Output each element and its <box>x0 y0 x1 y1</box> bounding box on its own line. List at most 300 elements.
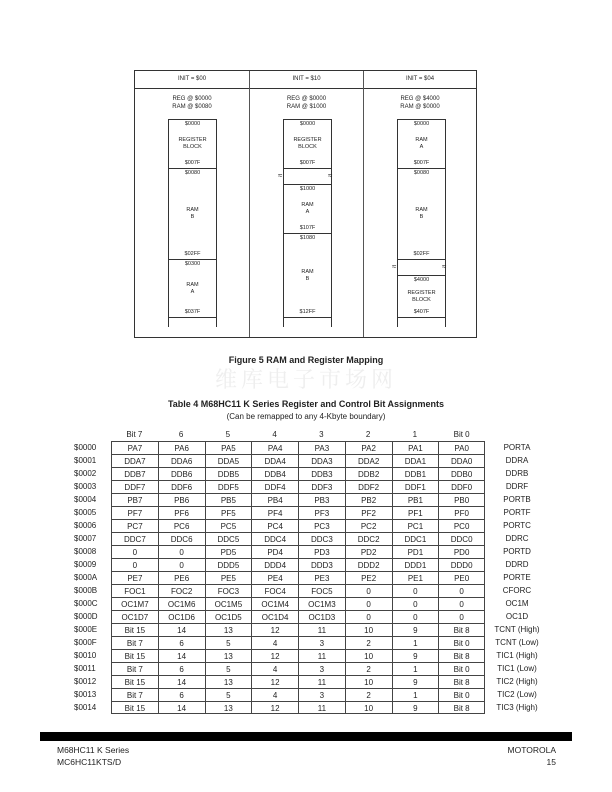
register-name: TIC1 (High) <box>496 651 538 660</box>
bit-cell: DDF5 <box>205 480 252 493</box>
bit-cell: DDA5 <box>205 454 252 467</box>
bit-cell: 0 <box>111 545 158 558</box>
segment-label-line: BLOCK <box>183 144 202 150</box>
bit-cell: DDA2 <box>345 454 392 467</box>
bit-cell: FOC3 <box>205 584 252 597</box>
segment-label-line: REGISTER <box>293 137 322 143</box>
bit-cell: OC1D6 <box>158 610 205 623</box>
bit-cell: PD0 <box>438 545 485 558</box>
bit-cell: PF2 <box>345 506 392 519</box>
bit-cell: 0 <box>438 584 485 597</box>
bit-cell: Bit 7 <box>111 688 158 701</box>
table-subtitle: (Can be remapped to any 4-Kbyte boundary) <box>226 412 386 421</box>
bit-cell: Bit 8 <box>438 675 485 688</box>
segment-label-line: RAM <box>415 137 428 143</box>
end-address: $007F <box>184 160 201 166</box>
bit-cell: PA2 <box>345 441 392 454</box>
bit-cell: 9 <box>392 675 439 688</box>
bit-cell: DDB2 <box>345 467 392 480</box>
bit-cell: 0 <box>345 584 392 597</box>
mapping-label <box>250 95 363 111</box>
register-address: $0010 <box>74 651 97 660</box>
bit-cell: Bit 0 <box>438 636 485 649</box>
bit-cell: Bit 0 <box>438 662 485 675</box>
start-address: $1080 <box>299 235 316 241</box>
bit-cell: 5 <box>205 636 252 649</box>
bit-cell: PA7 <box>111 441 158 454</box>
bit-cell: 6 <box>158 688 205 701</box>
bit-cell: Bit 15 <box>111 675 158 688</box>
bit-cell: PF1 <box>392 506 439 519</box>
map-column <box>249 71 363 337</box>
bit-cell: DDB0 <box>438 467 485 480</box>
bit-cell: 13 <box>205 649 252 662</box>
bit-header: 1 <box>412 430 418 439</box>
memory-segment <box>283 184 332 234</box>
segment-label-line: RAM <box>186 207 199 213</box>
mapping-line: RAM @ $0000 <box>400 104 440 110</box>
bit-cell: DDB7 <box>111 467 158 480</box>
bit-cell: DDC1 <box>392 532 439 545</box>
bit-cell: 12 <box>251 701 298 714</box>
watermark: 维库电子市场网 <box>214 368 397 393</box>
bit-cell: DDF6 <box>158 480 205 493</box>
bit-cell: PC7 <box>111 519 158 532</box>
bit-header: Bit 7 <box>126 430 143 439</box>
bit-cell: DDD0 <box>438 558 485 571</box>
register-address: $0013 <box>74 690 97 699</box>
memory-segment <box>168 259 217 318</box>
bit-cell: Bit 7 <box>111 662 158 675</box>
bit-cell: 0 <box>392 584 439 597</box>
segment-label <box>284 269 331 283</box>
register-name: PORTC <box>503 521 531 530</box>
bit-cell: DDC5 <box>205 532 252 545</box>
start-address: $0080 <box>413 170 430 176</box>
bit-cell: 0 <box>158 545 205 558</box>
bit-cell: DDF4 <box>251 480 298 493</box>
register-name: PORTB <box>503 495 531 504</box>
segment-label <box>169 207 216 221</box>
bit-cell: 6 <box>158 636 205 649</box>
bit-cell: DDC0 <box>438 532 485 545</box>
continuation-lines <box>397 318 446 327</box>
bit-cell: 11 <box>298 649 345 662</box>
bit-header: 3 <box>319 430 324 439</box>
bit-cell: 14 <box>158 623 205 636</box>
bit-cell: 1 <box>392 662 439 675</box>
bit-cell: DDD4 <box>251 558 298 571</box>
register-address: $0014 <box>74 703 97 712</box>
segment-label-line: BLOCK <box>298 144 317 150</box>
bit-cell: Bit 0 <box>438 688 485 701</box>
mapping-line: RAM @ $0080 <box>172 104 212 110</box>
bit-cell: Bit 15 <box>111 649 158 662</box>
bit-cell: DDB5 <box>205 467 252 480</box>
register-name: PORTD <box>503 547 531 556</box>
bit-cell: 12 <box>251 623 298 636</box>
bit-cell: 13 <box>205 623 252 636</box>
bit-cell: PC4 <box>251 519 298 532</box>
bit-cell: PF6 <box>158 506 205 519</box>
bit-cell: DDA0 <box>438 454 485 467</box>
mapping-line: REG @ $0000 <box>286 96 327 102</box>
break-icon: ≈ <box>392 262 397 271</box>
register-address: $0000 <box>74 443 97 452</box>
bit-cell: 10 <box>345 649 392 662</box>
bit-cell: DDF0 <box>438 480 485 493</box>
segment-label <box>398 137 445 151</box>
memory-segment <box>283 119 332 169</box>
register-name: DDRD <box>505 560 529 569</box>
bit-cell: 3 <box>298 688 345 701</box>
bit-cell: 1 <box>392 688 439 701</box>
bit-cell: Bit 15 <box>111 701 158 714</box>
bit-cell: PB7 <box>111 493 158 506</box>
init-header: INIT = $00 <box>135 71 249 89</box>
register-name: OC1M <box>505 599 529 608</box>
bit-cell: PE3 <box>298 571 345 584</box>
bit-cell: PB5 <box>205 493 252 506</box>
bit-cell: PC6 <box>158 519 205 532</box>
bit-cell: Bit 8 <box>438 701 485 714</box>
bit-cell: 10 <box>345 623 392 636</box>
address-gap <box>397 259 446 275</box>
bit-cell: Bit 15 <box>111 623 158 636</box>
register-name: PORTF <box>503 508 531 517</box>
bit-cell: PD5 <box>205 545 252 558</box>
bit-cell: 0 <box>392 610 439 623</box>
page-number: 15 <box>546 757 556 767</box>
register-name: TCNT (High) <box>494 625 540 634</box>
bit-cell: 11 <box>298 675 345 688</box>
mapping-line: REG @ $0000 <box>172 96 212 102</box>
bit-cell: 11 <box>298 623 345 636</box>
memory-segment <box>397 119 446 169</box>
end-address: $037F <box>184 309 201 315</box>
bit-cell: PB1 <box>392 493 439 506</box>
bit-cell: DDD2 <box>345 558 392 571</box>
mapping-label <box>364 95 476 111</box>
register-name: PORTA <box>503 443 531 452</box>
end-address: $02FF <box>184 251 201 257</box>
register-name: DDRA <box>505 456 529 465</box>
bit-cell: 0 <box>392 597 439 610</box>
bit-cell: PD2 <box>345 545 392 558</box>
footer-series: M68HC11 K Series <box>57 745 130 755</box>
footer-bar <box>40 732 572 741</box>
segment-label <box>284 137 331 151</box>
memory-segment <box>283 233 332 318</box>
bit-header: 4 <box>272 430 277 439</box>
break-icon: ≈ <box>278 171 283 180</box>
bit-cell: 5 <box>205 688 252 701</box>
bit-cell: 2 <box>345 688 392 701</box>
bit-cell: 2 <box>345 662 392 675</box>
segment-label <box>398 290 445 304</box>
bit-cell: 4 <box>251 688 298 701</box>
bit-cell: DDB3 <box>298 467 345 480</box>
start-address: $0000 <box>299 121 316 127</box>
segment-label-line: BLOCK <box>412 297 431 303</box>
register-address: $0011 <box>74 664 96 673</box>
bit-cell: PC5 <box>205 519 252 532</box>
break-icon: ≈ <box>328 171 333 180</box>
start-address: $0300 <box>184 261 201 267</box>
bit-cell: 2 <box>345 636 392 649</box>
register-name: DDRF <box>505 482 529 491</box>
memory-segment <box>168 119 217 169</box>
memory-segment <box>168 168 217 260</box>
init-header: INIT = $10 <box>250 71 363 89</box>
bit-cell: PC0 <box>438 519 485 532</box>
bit-cell: OC1M4 <box>251 597 298 610</box>
bit-cell: FOC5 <box>298 584 345 597</box>
bit-cell: PE7 <box>111 571 158 584</box>
bit-cell: DDF3 <box>298 480 345 493</box>
bit-cell: 9 <box>392 701 439 714</box>
bit-cell: DDF1 <box>392 480 439 493</box>
mapping-line: REG @ $4000 <box>400 96 440 102</box>
bit-cell: DDC3 <box>298 532 345 545</box>
start-address: $1000 <box>299 186 316 192</box>
register-name: TCNT (Low) <box>495 638 539 647</box>
segment-label <box>169 137 216 151</box>
segment-label <box>398 207 445 221</box>
bit-cell: 13 <box>205 701 252 714</box>
bit-cell: 12 <box>251 675 298 688</box>
register-address: $0001 <box>74 456 97 465</box>
segment-label <box>284 202 331 216</box>
bit-cell: DDA6 <box>158 454 205 467</box>
bit-cell: DDD3 <box>298 558 345 571</box>
bit-cell: 3 <box>298 662 345 675</box>
register-address: $0006 <box>74 521 97 530</box>
bit-cell: 12 <box>251 649 298 662</box>
bit-cell: 5 <box>205 662 252 675</box>
end-address: $007F <box>299 160 316 166</box>
bit-cell: 13 <box>205 675 252 688</box>
bit-cell: PF7 <box>111 506 158 519</box>
register-name: PORTE <box>503 573 531 582</box>
bit-cell: 11 <box>298 701 345 714</box>
register-address: $000D <box>74 612 98 621</box>
segment-label-line: B <box>305 276 310 282</box>
segment-label-line: B <box>190 214 195 220</box>
bit-cell: PD1 <box>392 545 439 558</box>
bit-cell: 10 <box>345 701 392 714</box>
register-name: OC1D <box>505 612 529 621</box>
register-address: $000E <box>74 625 98 634</box>
bit-cell: OC1M6 <box>158 597 205 610</box>
bit-cell: PA4 <box>251 441 298 454</box>
end-address: $007F <box>413 160 430 166</box>
bit-cell: PC3 <box>298 519 345 532</box>
bit-cell: DDC7 <box>111 532 158 545</box>
bit-cell: 10 <box>345 675 392 688</box>
register-name: TIC3 (High) <box>496 703 538 712</box>
start-address: $0080 <box>184 170 201 176</box>
register-name: DDRC <box>505 534 529 543</box>
bit-cell: PF0 <box>438 506 485 519</box>
bit-header: 5 <box>225 430 231 439</box>
bit-header: 6 <box>178 430 184 439</box>
bit-cell: 4 <box>251 662 298 675</box>
start-address: $4000 <box>413 277 430 283</box>
bit-cell: DDB6 <box>158 467 205 480</box>
bit-cell: 9 <box>392 623 439 636</box>
bit-cell: PF5 <box>205 506 252 519</box>
bit-cell: 0 <box>345 597 392 610</box>
bit-cell: PD4 <box>251 545 298 558</box>
bit-cell: OC1M5 <box>205 597 252 610</box>
bit-cell: PA5 <box>205 441 252 454</box>
register-address: $000A <box>74 573 98 582</box>
figure-caption: Figure 5 RAM and Register Mapping <box>228 355 384 365</box>
segment-label-line: A <box>419 144 424 150</box>
bit-header: 2 <box>365 430 371 439</box>
bit-cell: Bit 8 <box>438 623 485 636</box>
register-name: CFORC <box>502 586 532 595</box>
bit-cell: PC2 <box>345 519 392 532</box>
register-name: TIC2 (High) <box>496 677 538 686</box>
bit-cell: PE1 <box>392 571 439 584</box>
bit-cell: 0 <box>438 597 485 610</box>
bit-cell: PB2 <box>345 493 392 506</box>
bit-cell: 0 <box>158 558 205 571</box>
bit-cell: PA0 <box>438 441 485 454</box>
memory-segment <box>397 275 446 318</box>
break-icon: ≈ <box>442 262 447 271</box>
bit-cell: 0 <box>438 610 485 623</box>
segment-label-line: REGISTER <box>407 290 436 296</box>
register-address: $000B <box>74 586 98 595</box>
table-title: Table 4 M68HC11 K Series Register and Control Bit Assignments <box>167 399 445 409</box>
bit-cell: PA6 <box>158 441 205 454</box>
bit-cell: PF4 <box>251 506 298 519</box>
bit-cell: OC1M7 <box>111 597 158 610</box>
end-address: $02FF <box>413 251 430 257</box>
register-address: $0009 <box>74 560 97 569</box>
register-address: $0005 <box>74 508 97 517</box>
bit-cell: 9 <box>392 649 439 662</box>
end-address: $407F <box>413 309 430 315</box>
bit-cell: PD3 <box>298 545 345 558</box>
bit-cell: OC1D7 <box>111 610 158 623</box>
register-address: $000C <box>74 599 98 608</box>
register-address: $0003 <box>74 482 97 491</box>
register-address: $0012 <box>74 677 97 686</box>
segment-label-line: RAM <box>415 207 428 213</box>
segment-label <box>169 282 216 296</box>
continuation-lines <box>168 318 217 327</box>
bit-cell: PA1 <box>392 441 439 454</box>
start-address: $0000 <box>184 121 201 127</box>
start-address: $0000 <box>413 121 430 127</box>
bit-cell: DDA7 <box>111 454 158 467</box>
bit-cell: PC1 <box>392 519 439 532</box>
memory-segment <box>397 168 446 260</box>
register-name: TIC1 (Low) <box>497 664 537 673</box>
bit-cell: PB3 <box>298 493 345 506</box>
bit-cell: PB0 <box>438 493 485 506</box>
segment-label-line: RAM <box>301 269 314 275</box>
bit-cell: DDC4 <box>251 532 298 545</box>
end-address: $12FF <box>299 309 316 315</box>
bit-cell: DDB1 <box>392 467 439 480</box>
register-address: $0007 <box>74 534 97 543</box>
address-gap <box>283 168 332 184</box>
bit-cell: DDB4 <box>251 467 298 480</box>
bit-cell: OC1M3 <box>298 597 345 610</box>
register-name: TIC2 (Low) <box>497 690 537 699</box>
bit-cell: PE6 <box>158 571 205 584</box>
register-address: $0004 <box>74 495 97 504</box>
bit-cell: DDD5 <box>205 558 252 571</box>
bit-header: Bit 0 <box>453 430 470 439</box>
bit-cell: DDC6 <box>158 532 205 545</box>
bit-cell: 0 <box>345 610 392 623</box>
bit-cell: 1 <box>392 636 439 649</box>
segment-label-line: B <box>419 214 424 220</box>
segment-label-line: RAM <box>186 282 199 288</box>
map-column <box>363 71 476 337</box>
bit-cell: 0 <box>111 558 158 571</box>
bit-cell: DDA3 <box>298 454 345 467</box>
init-header: INIT = $04 <box>364 71 476 89</box>
register-address: $000F <box>74 638 97 647</box>
continuation-lines <box>283 318 332 327</box>
bit-cell: Bit 8 <box>438 649 485 662</box>
segment-label-line: REGISTER <box>178 137 207 143</box>
bit-cell: 14 <box>158 649 205 662</box>
bit-cell: 14 <box>158 675 205 688</box>
bit-cell: PA3 <box>298 441 345 454</box>
bit-cell: FOC2 <box>158 584 205 597</box>
segment-label-line: A <box>305 209 310 215</box>
bit-cell: OC1D3 <box>298 610 345 623</box>
end-address: $107F <box>299 225 316 231</box>
register-name: DDRB <box>505 469 529 478</box>
bit-cell: 4 <box>251 636 298 649</box>
bit-cell: PE5 <box>205 571 252 584</box>
bit-cell: 6 <box>158 662 205 675</box>
map-column <box>135 71 249 337</box>
bit-cell: PB6 <box>158 493 205 506</box>
bit-cell: DDD1 <box>392 558 439 571</box>
segment-label-line: A <box>190 289 195 295</box>
bit-cell: FOC1 <box>111 584 158 597</box>
bit-cell: PE0 <box>438 571 485 584</box>
bit-cell: PF3 <box>298 506 345 519</box>
bit-cell: OC1D5 <box>205 610 252 623</box>
mapping-line: RAM @ $1000 <box>286 104 327 110</box>
bit-cell: DDF7 <box>111 480 158 493</box>
segment-label-line: RAM <box>301 202 314 208</box>
memory-map-figure <box>134 70 477 338</box>
bit-cell: OC1D4 <box>251 610 298 623</box>
bit-cell: FOC4 <box>251 584 298 597</box>
mapping-label <box>135 95 249 111</box>
bit-cell: DDA1 <box>392 454 439 467</box>
footer-brand: MOTOROLA <box>507 745 556 755</box>
bit-cell: Bit 7 <box>111 636 158 649</box>
bit-cell: DDA4 <box>251 454 298 467</box>
footer-doc-number: MC6HC11KTS/D <box>57 757 122 767</box>
bit-cell: 3 <box>298 636 345 649</box>
bit-cell: PB4 <box>251 493 298 506</box>
bit-cell: 14 <box>158 701 205 714</box>
